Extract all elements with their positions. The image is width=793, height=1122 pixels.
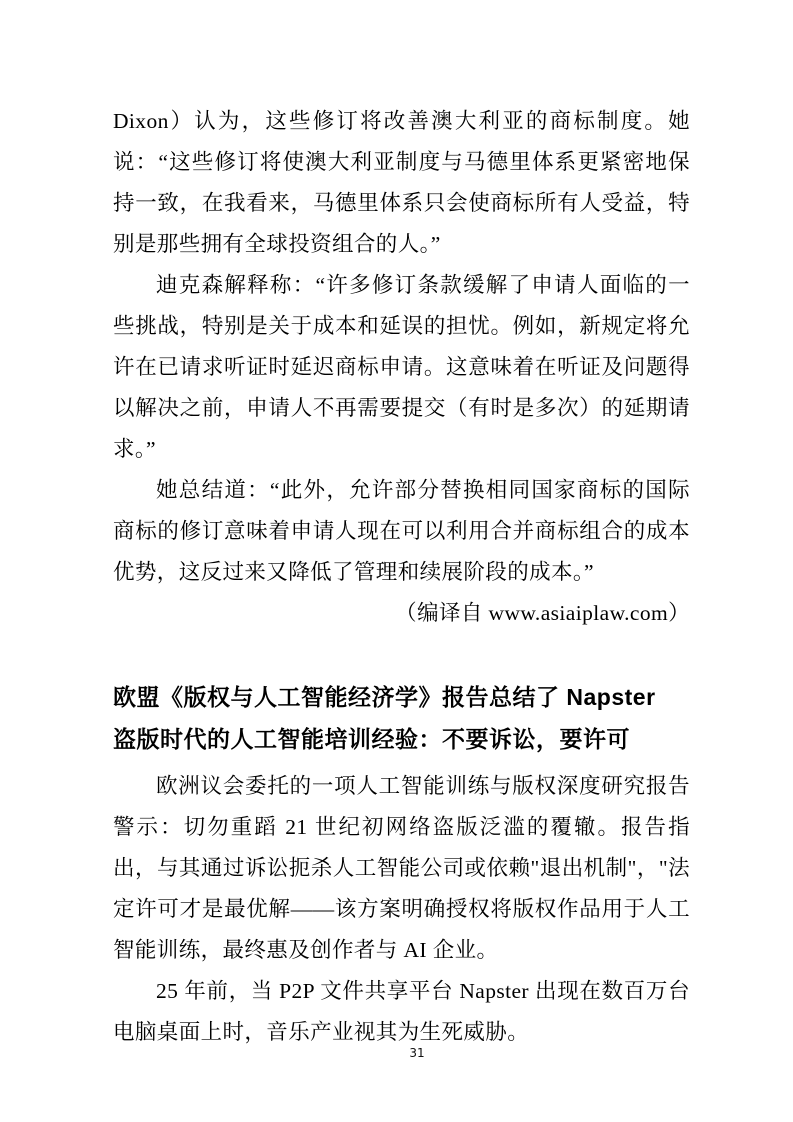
attribution-source: （编译自 www.asiaiplaw.com） [395, 601, 690, 625]
page-number: 31 [409, 1046, 425, 1060]
paragraph-dickson-concludes: 她总结道：“此外，允许部分替换相同国家商标的国际商标的修订意味着申请人现在可以利用合并商标组合的成本优势，这反过来又降低了管理和续展阶段的成本。” [113, 478, 690, 584]
article-title-line-1: 欧盟《版权与人工智能经济学》报告总结了 Napster [113, 684, 656, 710]
paragraph-napster-history: 25 年前，当 P2P 文件共享平台 Napster 出现在数百万台电脑桌面上时，音乐产业视其为生死威胁。 [113, 979, 690, 1044]
article-title [113, 676, 656, 760]
paragraph-continued-dixon: Dixon）认为，这些修订将改善澳大利亚的商标制度。她说：“这些修订将使澳大利亚制度与马德里体系更紧密地保持一致，在我看来，马德里体系只会使商标所有人受益，特别是那些拥有全球投资组合的人。” [113, 109, 690, 256]
article-title-line-2: 盗版时代的人工智能培训经验：不要诉讼，要许可 [113, 726, 630, 752]
paragraph-eu-report: 欧洲议会委托的一项人工智能训练与版权深度研究报告警示：切勿重蹈 21 世纪初网络盗版泛滥的覆辙。报告指出，与其通过诉讼扼杀人工智能公司或依赖"退出机制"，"法定许可才是最优解——该方案明确授权将版权作品用于人工智能训练，最终惠及创作者与 AI 企业。 [113, 774, 690, 962]
paragraph-dickson-explains: 迪克森解释称：“许多修订条款缓解了申请人面临的一些挑战，特别是关于成本和延误的担忧。例如，新规定将允许在已请求听证时延迟商标申请。这意味着在听证及问题得以解决之前，申请人不再需要提交（有时是多次）的延期请求。” [113, 273, 690, 461]
page-content [113, 101, 690, 1053]
